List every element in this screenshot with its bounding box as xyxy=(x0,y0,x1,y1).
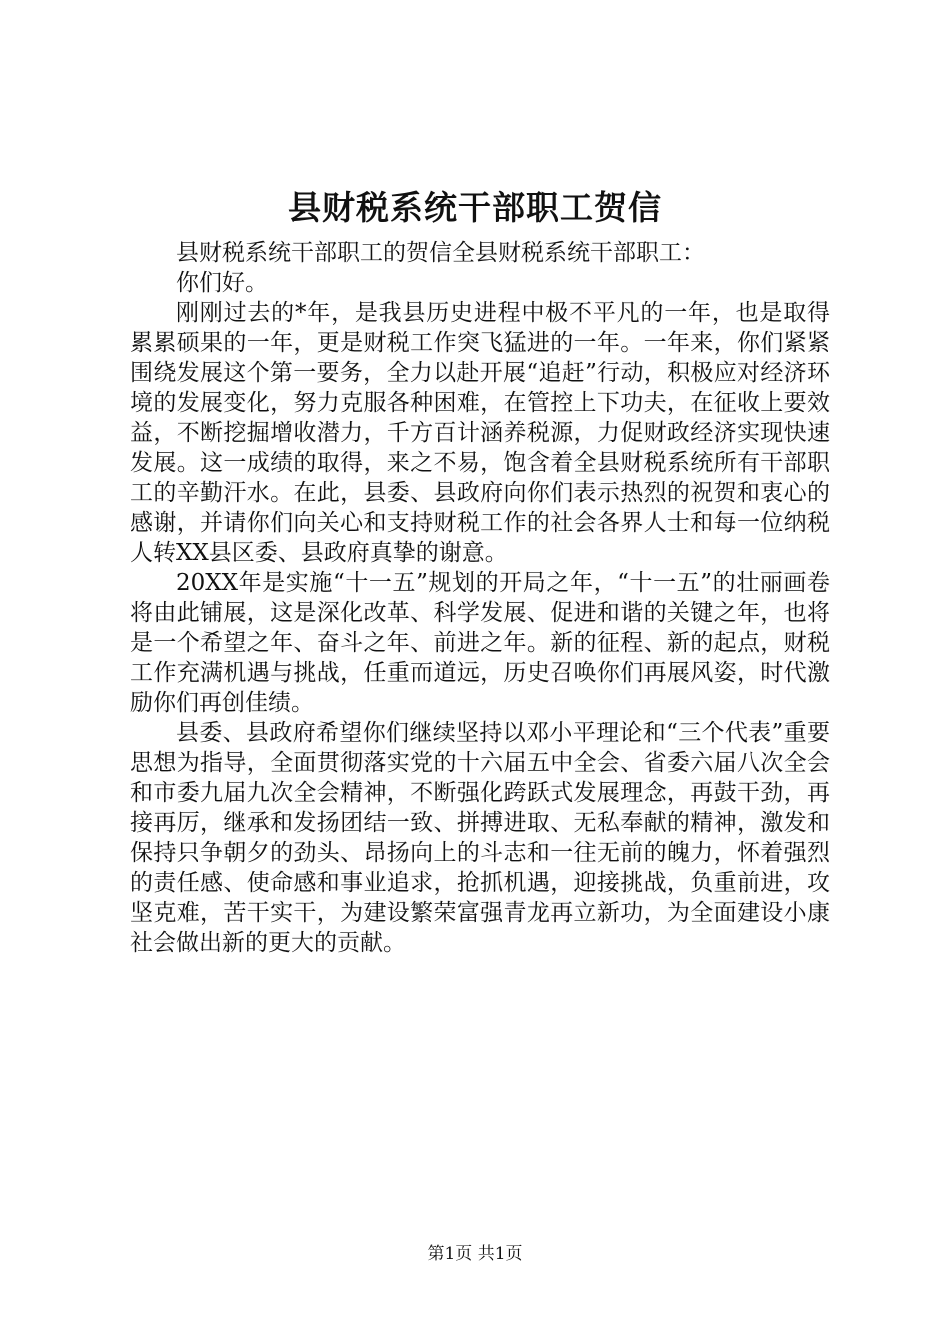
page-number-footer: 第1页 共1页 xyxy=(427,1244,523,1264)
paragraph-heading: 县财税系统干部职工的贺信全县财税系统干部职工： xyxy=(176,240,705,266)
paragraph-hopes: 县委、县政府希望你们继续坚持以邓小平理论和“三个代表”重要思想为指导，全面贯彻落实党的十六届五中全会、省委六届八次全会和市委九届九次全会精神，不断强化跨跃式发展理念，再鼓干劲，再接再厉，继承和发扬团结一致、拼搏进取、无私奉献的精神，激发和保持只争朝夕的劲头、昂扬向上的斗志和一往无前的魄力，怀着强烈的责任感、使命感和事业追求，抢抓机遇，迎接挑战，负重前进，攻坚克难，苦干实干，为建设繁荣富强青龙再立新功，为全面建设小康社会做出新的更大的贡献。 xyxy=(130,720,830,956)
document-title: 县财税系统干部职工贺信 xyxy=(288,188,662,227)
paragraph-outlook: 20XX年是实施“十一五”规划的开局之年，“十一五”的壮丽画卷将由此铺展，这是深化改革、科学发展、促进和谐的关键之年，也将是一个希望之年、奋斗之年、前进之年。新的征程、新的起点，财税工作充满机遇与挑战，任重而道远，历史召唤你们再展风姿，时代激励你们再创佳绩。 xyxy=(130,570,830,716)
paragraph-greeting: 你们好。 xyxy=(176,270,268,296)
document-body xyxy=(130,238,830,958)
paragraph-review: 刚刚过去的*年，是我县历史进程中极不平凡的一年，也是取得累累硕果的一年，更是财税工作突飞猛进的一年。一年来，你们紧紧围绕发展这个第一要务，全力以赴开展“追赶”行动，积极应对经济环境的发展变化，努力克服各种困难，在管控上下功夫，在征收上要效益，不断挖掘增收潜力，千方百计涵养税源，力促财政经济实现快速发展。这一成绩的取得，来之不易，饱含着全县财税系统所有干部职工的辛勤汗水。在此，县委、县政府向你们表示热烈的祝贺和衷心的感谢，并请你们向关心和支持财税工作的社会各界人士和每一位纳税人转XX县区委、县政府真挚的谢意。 xyxy=(130,300,830,566)
